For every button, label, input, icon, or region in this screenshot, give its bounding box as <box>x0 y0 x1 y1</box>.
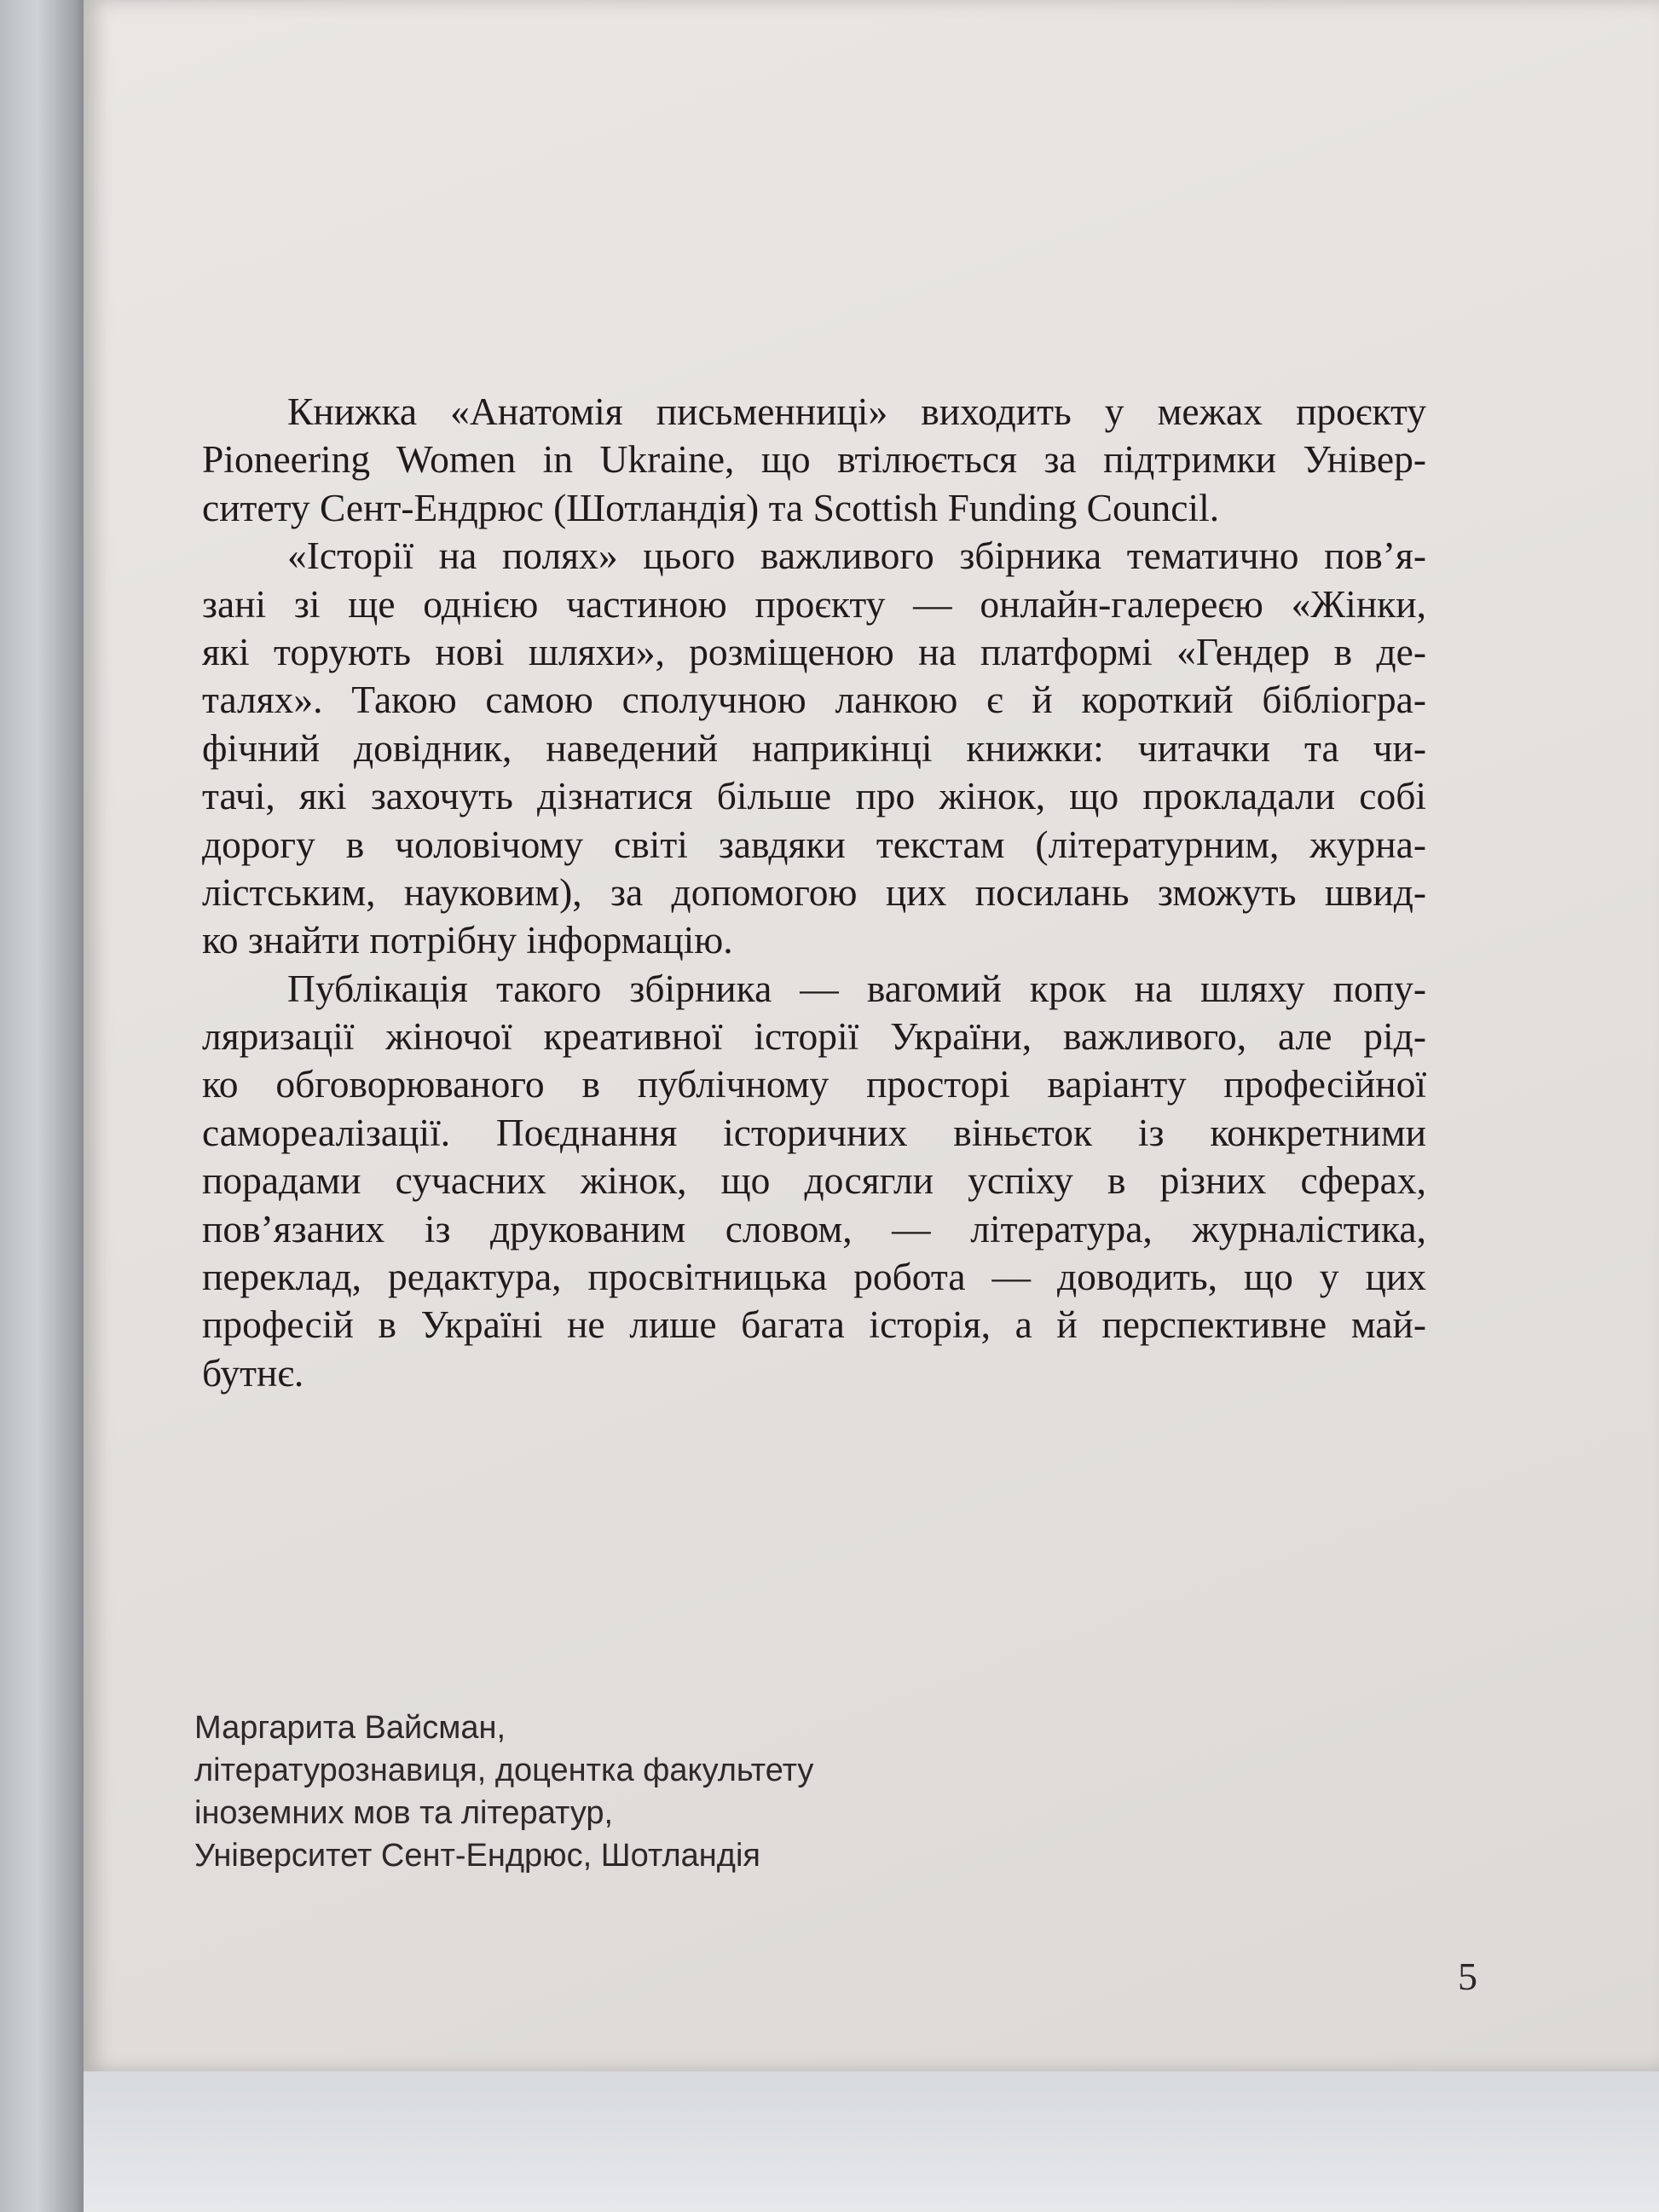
text-line: які торують нові шляхи», розміщеною на платформі «Гендер в де- <box>202 629 1426 673</box>
text-line: «Історії на полях» цього важливого збірника тематично пов’я- <box>287 534 1426 578</box>
text-line: переклад, редактура, просвітницька робота — доводить, що у цих <box>202 1255 1426 1299</box>
text-line: ко обговорюваного в публічному просторі варіанту професійної <box>202 1062 1426 1106</box>
text-line: Pioneering Women in Ukraine, що втілюється за підтримки Універ- <box>202 437 1426 482</box>
author-role: іноземних мов та літератур, <box>194 1795 614 1831</box>
text-line: Книжка «Анатомія письменниці» виходить у межах проєкту <box>287 390 1426 433</box>
text-line: ко знайти потрібну інформацію. <box>202 918 733 962</box>
text-line: фічний довідник, наведений наприкінці книжки: читачки та чи- <box>202 725 1426 770</box>
main-text <box>202 388 1426 1397</box>
page-edge <box>84 2071 1659 2212</box>
text-line: самореалізації. Поєднання історичних віньєток із конкретними <box>202 1110 1426 1154</box>
text-line: ляризації жіночої креативної історії України, важливого, але рід- <box>202 1014 1426 1059</box>
text-line: порадами сучасних жінок, що досягли успіху в різних сферах, <box>202 1158 1426 1203</box>
book-binding <box>0 0 94 2212</box>
text-line: професій в Україні не лише багата історія, а й перспективне май- <box>202 1302 1426 1347</box>
author-name: Маргарита Вайсман, <box>194 1710 506 1746</box>
author-role: літературознавиця, доцентка факультету <box>194 1753 814 1788</box>
author-institution: Університет Сент-Ендрюс, Шотландія <box>194 1838 760 1874</box>
text-line: тачі, які захочуть дізнатися більше про жінок, що прокладали собі <box>202 774 1426 818</box>
text-line: пов’язаних із друкованим словом, — література, журналістика, <box>202 1206 1426 1250</box>
text-line: бутнє. <box>202 1350 304 1395</box>
text-line: ситету Сент-Ендрюс (Шотландія) та Scottish Funding Council. <box>202 485 1220 529</box>
text-line: Публікація такого збірника — вагомий крок на шляху попу- <box>287 966 1426 1010</box>
text-line: лістським, науковим), за допомогою цих посилань зможуть швид- <box>202 869 1426 914</box>
text-line: зані зі ще однією частиною проєкту — онлайн-галереєю «Жінки, <box>202 581 1426 626</box>
page-number: 5 <box>1458 1955 1477 1998</box>
text-line: талях». Такою самою сполучною ланкою є й короткий бібліогра- <box>202 678 1426 722</box>
author-signature <box>194 1707 813 1877</box>
text-line: дорогу в чоловічому світі завдяки текстам (літературним, журна- <box>202 822 1426 866</box>
